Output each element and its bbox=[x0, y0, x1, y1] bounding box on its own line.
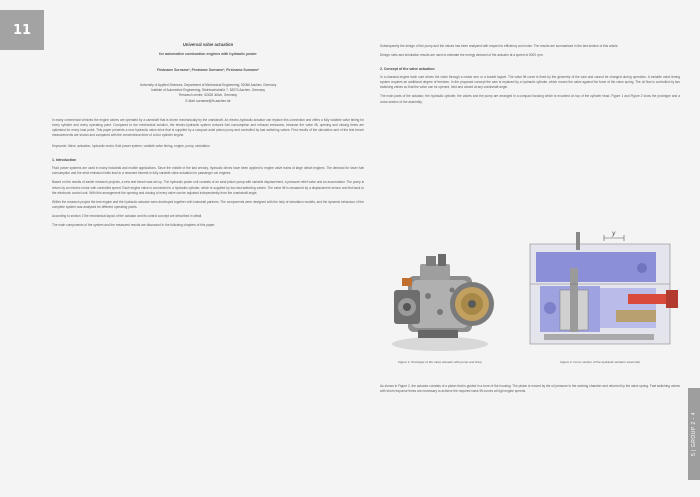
section-heading-introduction: 1. Introduction bbox=[52, 158, 77, 163]
figure-area bbox=[380, 228, 680, 368]
body-paragraph: Based on the results of earlier research projects, a new test bench was set up. The hydraulic power unit consists of an axial piston pump with variable displacement, a pressure relief valve and an accumulator. The pump is driven by an electric motor with controlled speed. Each engine valve is connected to a hydraulic cylinder, which is supplied by two fast switching valves. The valve lift is measured by a displacement sensor and fed back to the electronic control unit. With this arrangement the opening and closing of every valve can be adjusted independently from the crankshaft angle. bbox=[52, 180, 364, 195]
affiliation-line: University of Applied Sciences, Department of Mechanical Engineering, 52066 Aachen, Germany bbox=[139, 83, 277, 87]
body-paragraph: Subsequently the design of the pump and the valves has been analysed with respect to efficiency and noise. The results are summarised in the last section of this article. bbox=[380, 44, 619, 48]
body-paragraph: In a classical engine each cam drives the valve through a rocker arm or a bucket tappet. The valve lift curve is fixed by the geometry of the cam and cannot be changed during operation. A variable valve timing system requires an additional degree of freedom. In the proposed concept the cam is replaced by a hydraulic cylinder, which moves the valve against the force of the valve spring. The oil flow is controlled by two switching valves so that the valve can be opened, held and closed at any crankshaft angle. bbox=[380, 75, 680, 90]
affiliation-block bbox=[52, 83, 364, 104]
authors: Firstname Surname¹, Firstname Surname², Firstname Surname³ bbox=[156, 68, 260, 72]
body-paragraph: The main components of the system and the measured results are discussed in the following chapters of this paper. bbox=[52, 223, 216, 228]
chapter-side-tab bbox=[688, 388, 700, 480]
left-column bbox=[52, 0, 364, 228]
affiliation-line: Research centre, 52428 Jülich, Germany bbox=[179, 93, 237, 98]
keywords: Keywords: Valve, actuation, hydraulic motor, fluid power system, variable valve timing, engine, pump, simulation bbox=[52, 144, 210, 149]
body-paragraph: Within the research project the test engine and the hydraulic actuator were developed together with industrial partners. The components were designed with the help of simulation models, and the dynamic behaviour of the complete system was analysed for different operating points. bbox=[52, 199, 364, 209]
affiliation-email: E-Mail: surname@fh-aachen.de bbox=[185, 98, 231, 103]
paper-subtitle: for automotive combustion engines with hydraulic power bbox=[159, 52, 257, 56]
figure-1-prototype-photo bbox=[380, 246, 500, 356]
abstract: In many commercial vehicles the engine valves are operated by a camshaft that is driven mechanically by the crankshaft. An electro-hydraulic actuator can replace this connection and offers a fully variable valve timing for every cylinder and every operating point. Compared to the mechanical solution, the electro-hydraulic system reduces fuel consumption and exhaust emissions, because the valve lift, opening and closing times are optimised for every load point. This paper presents a new hydraulic valve drive that is supplied by a compact axial piston pump and controlled by fast switching valves. First results of the simulation and of the test bench measurements are shown and compared with the conventional drive of a four cylinder engine. bbox=[52, 117, 364, 138]
body-paragraph: As shown in Figure 2, the actuator consists of a piston that is guided in a bore of the housing. The piston is moved by the oil pressure in the working chamber and returned by the valve spring. Fast switching valves with short response times are necessary to achieve the required valve lift curves at high engine speeds. bbox=[380, 384, 680, 394]
page-number: 11 bbox=[12, 22, 32, 38]
body-paragraph: Fluid power systems are used in many industrial and mobile applications. Since the middle of the last century, hydraulic drives have been applied to engine valve trains of large diesel engines. The demand for lower fuel consumption and the strict emission limits lead to a renewed interest in fully variable valve actuation for passenger car engines. bbox=[52, 166, 364, 176]
page-number-badge bbox=[0, 10, 44, 50]
figure-1-caption: Figure 1: Prototype of the valve actuator with pump and drive bbox=[398, 360, 482, 364]
body-paragraph: Design rules and simulation results are used to estimate the energy demand of the actuator at a speed of 6000 rpm. bbox=[380, 53, 544, 58]
body-paragraph: The main parts of the actuator, the hydraulic cylinder, the valves and the pump are arranged in a compact housing which is mounted on top of the cylinder head. Figure 1 and Figure 2 show the prototype and a cross section of the assembly. bbox=[380, 94, 680, 104]
figure-2-cross-section bbox=[516, 228, 682, 356]
title-block bbox=[52, 42, 364, 104]
section-heading-concept: 2. Concept of the valve actuation bbox=[380, 67, 435, 72]
right-column bbox=[380, 0, 680, 394]
figure-2-caption: Figure 2: Cross section of the hydraulic actuator assembly bbox=[560, 360, 640, 364]
dimension-label: y bbox=[612, 230, 616, 237]
body-paragraph: According to section 2 the mechanical layout of the actuator and its control concept are described in detail. bbox=[52, 213, 203, 218]
right-intro bbox=[380, 44, 680, 58]
side-tab-label: 5 | GROUP 2 - 4 bbox=[691, 412, 697, 456]
tail-text bbox=[380, 384, 680, 394]
paper-title: Universal valve actuation bbox=[182, 42, 234, 47]
affiliation-line: Institute of Automotive Engineering, Steinbachstraße 7, 52074 Aachen, Germany bbox=[151, 88, 265, 93]
